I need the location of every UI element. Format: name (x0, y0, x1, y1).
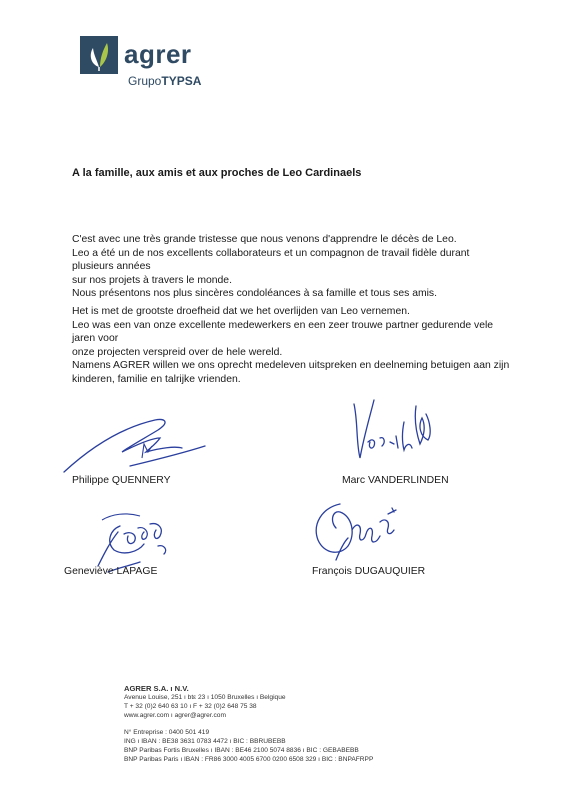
french-line: Nous présentons nos plus sincères condoléances à sa famille et tous ses amis. (72, 288, 438, 300)
dutch-line: onze projecten verspreid over de hele wereld. (72, 346, 283, 358)
french-line: sur nos projets à travers le monde. (72, 274, 232, 286)
signature-dugauquier (300, 494, 410, 574)
signatory-name: Philippe QUENNERY (72, 475, 171, 486)
agrer-logo (80, 36, 230, 100)
footer-bank-line: BNP Paribas Paris ı IBAN : FR86 3000 4005 6700 0200 6508 329 ı BIC : BNPAFRPP (124, 755, 374, 763)
footer-address: Avenue Louise, 251 ı btε 23 ı 1050 Bruxelles ı Belgique (124, 694, 286, 701)
dutch-line: Namens AGRER willen we ons oprecht medeleven uitspreken en deelneming betuigen aan zijn (72, 360, 510, 372)
logo-subtitle (128, 74, 201, 88)
french-line: C'est avec une très grande tristesse que nous venons d'apprendre le décès de Leo. (72, 234, 457, 245)
dutch-line: Leo was een van onze excellente medewerkers en een zeer trouwe partner gedurende vele jaren voor (72, 319, 494, 345)
logo-sub-prefix: Grupo (128, 74, 162, 88)
footer-phone: T + 32 (0)2 640 63 10 ı F + 32 (0)2 648 75 38 (124, 702, 257, 710)
signatory-name: Geneviève LAPAGE (64, 566, 158, 577)
logo-sub-bold: TYPSA (161, 74, 202, 88)
company-footer (124, 684, 373, 765)
footer-web: www.agrer.com ı agrer@agrer.com (124, 711, 226, 719)
signatory-name: François DUGAUQUIER (312, 566, 426, 577)
signatory-name: Marc VANDERLINDEN (342, 475, 449, 486)
footer-bank-line: ING ı IBAN : BE38 3631 0783 4472 ı BIC : BBRUBEBB (124, 738, 286, 746)
footer-enterprise-number: N° Entreprise : 0400 501 419 (124, 729, 210, 737)
dutch-line: kinderen, familie en talrijke vrienden. (72, 373, 241, 385)
logo-brand-name: agrer (124, 39, 192, 69)
signature-vanderlinden (340, 392, 440, 467)
french-paragraph (72, 233, 512, 301)
signature-quennery (60, 408, 210, 478)
footer-company: AGRER S.A. ı N.V. (124, 684, 189, 693)
footer-bank-line: BNP Paribas Fortis Bruxelles ı IBAN : BE46 2100 5074 8836 ı BIC : GEBABEBB (124, 746, 359, 754)
french-line: Leo a été un de nos excellents collaborateurs et un compagnon de travail fidèle durant plusieurs années (72, 247, 470, 273)
dutch-paragraph (72, 305, 512, 387)
dutch-line: Het is met de grootste droefheid dat we het overlijden van Leo vernemen. (72, 306, 410, 317)
leaf-icon (80, 36, 118, 74)
salutation: A la famille, aux amis et aux proches de Leo Cardinaels (72, 167, 362, 179)
